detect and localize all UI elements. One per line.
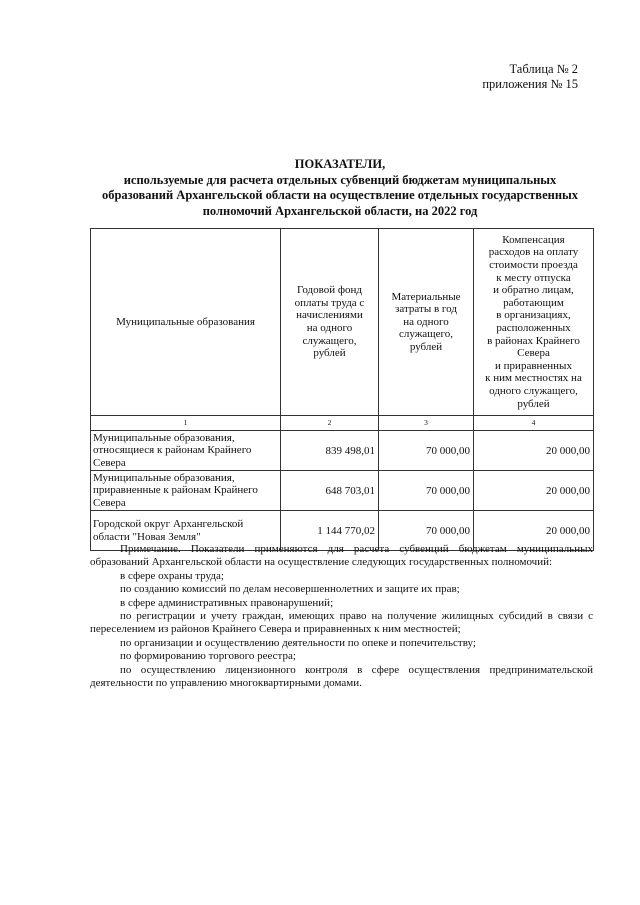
- note-section: [90, 543, 593, 690]
- table-header-row: [91, 229, 594, 416]
- note-item: по созданию комиссий по делам несовершеннолетних и защите их прав;: [120, 583, 460, 596]
- note-item: по формированию торгового реестра;: [120, 650, 296, 663]
- row-name: Городской округ Архангельской области "Новая Земля": [91, 511, 281, 551]
- material-value: 70 000,00: [379, 431, 474, 471]
- compensation-value: 20 000,00: [474, 511, 594, 551]
- title-line-4: полномочий Архангельской области, на 2022 год: [202, 203, 478, 218]
- payroll-value: 648 703,01: [281, 471, 379, 511]
- note-item: по осуществлению лицензионного контроля в сфере осуществления предпринимательской деятельности по управлению многоквартирными домами.: [90, 663, 593, 690]
- row-name: Муниципальные образования, относящиеся к районам Крайнего Севера: [91, 431, 281, 471]
- title-line-3: образований Архангельской области на осуществление отдельных государственных: [101, 188, 579, 202]
- payroll-value: 839 498,01: [281, 431, 379, 471]
- material-value: 70 000,00: [379, 511, 474, 551]
- title-line-1: ПОКАЗАТЕЛИ,: [294, 157, 386, 171]
- appendix-number: приложения № 15: [482, 77, 578, 91]
- material-value: 70 000,00: [379, 471, 474, 511]
- indicators-table: [90, 228, 594, 551]
- note-item: по организации и осуществлению деятельности по опеке и попечительству;: [120, 636, 476, 649]
- column-number: 1: [91, 416, 281, 431]
- note-intro: Примечание. Показатели применяются для расчета субвенций бюджетам муниципальных образований Архангельской области на осуществление следующих государственных полномочий:: [90, 543, 593, 569]
- table-row: [91, 431, 594, 471]
- table-number: Таблица № 2: [509, 62, 578, 76]
- column-number: 4: [474, 416, 594, 431]
- document-title: [80, 157, 600, 219]
- header-material-costs: Материальные затраты в год на одного служащего, рублей: [379, 229, 474, 416]
- note-item: в сфере охраны труда;: [120, 569, 224, 582]
- note-item: в сфере административных правонарушений;: [120, 596, 334, 609]
- column-number-row: [91, 416, 594, 431]
- table-row: [91, 471, 594, 511]
- payroll-value: 1 144 770,02: [281, 511, 379, 551]
- title-line-2: используемые для расчета отдельных субвенций бюджетам муниципальных: [123, 172, 557, 187]
- column-number: 2: [281, 416, 379, 431]
- header-municipalities: Муниципальные образования: [91, 229, 281, 416]
- table-reference: [482, 62, 578, 92]
- header-travel-compensation: Компенсация расходов на оплату стоимости проезда к месту отпуска и обратно лицам, работающим в организациях, расположенных в районах Крайнего Севера и приравненных к ним местностях на одного служащего, рублей: [474, 229, 594, 416]
- compensation-value: 20 000,00: [474, 431, 594, 471]
- row-name: Муниципальные образования, приравненные к районам Крайнего Севера: [91, 471, 281, 511]
- column-number: 3: [379, 416, 474, 431]
- header-payroll-fund: Годовой фонд оплаты труда с начислениями на одного служащего, рублей: [281, 229, 379, 416]
- compensation-value: 20 000,00: [474, 471, 594, 511]
- note-item: по регистрации и учету граждан, имеющих право на получение жилищных субсидий в связи с переселением из районов Крайнего Севера и приравненных к ним местностей;: [90, 610, 593, 636]
